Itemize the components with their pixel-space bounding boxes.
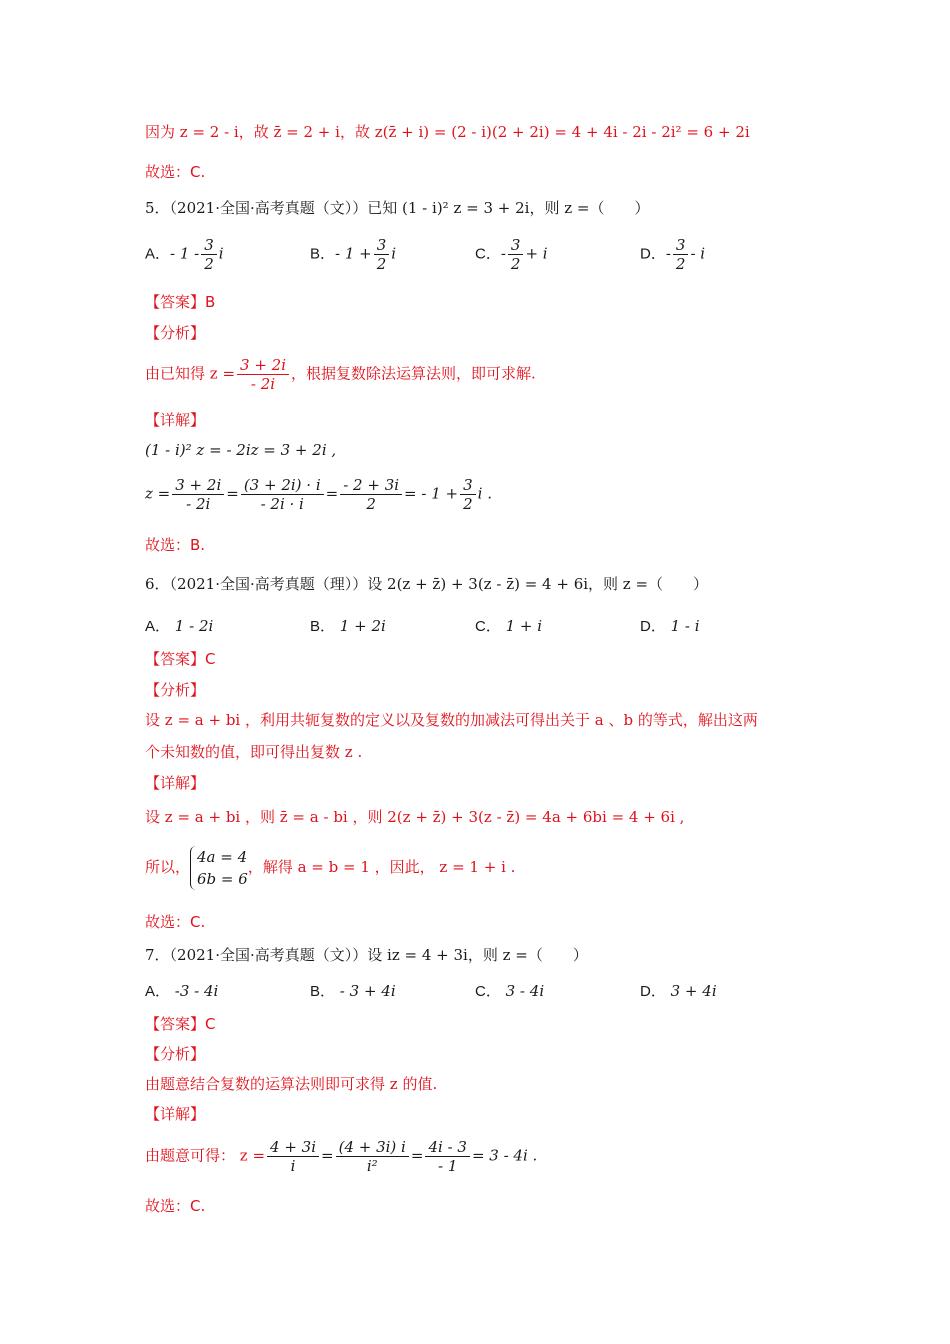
q4-choice: 故选：C. [145, 163, 206, 181]
q6-option-c: C． 1 + i [475, 617, 543, 635]
q6-choice: 故选：C. [145, 913, 206, 931]
q5-answer: 【答案】B [145, 293, 216, 311]
q6-detail-tag: 【详解】 [145, 774, 206, 792]
q5-option-a: A．- 1 - $\frac{3}{2}$ i [145, 236, 224, 273]
q5-stem: 5．（2021·全国·高考真题（文））已知 (1 - i)² z = 3 + 2i，则 z =（ ） [145, 199, 650, 217]
q5-detail-tag: 【详解】 [145, 411, 206, 429]
q7-option-a: A． -3 - 4i [145, 982, 219, 1000]
q7-choice: 故选：C. [145, 1197, 206, 1215]
q6-option-b: B． 1 + 2i [310, 617, 386, 635]
q7-answer: 【答案】C [145, 1015, 216, 1033]
q5-option-b: B．- 1 + $\frac{3}{2}$ i [310, 236, 397, 273]
q7-option-d: D． 3 + 4i [640, 982, 717, 1000]
q7-option-b: B． - 3 + 4i [310, 982, 396, 1000]
q6-stem: 6．（2021·全国·高考真题（理））设 2(z + z̄) + 3(z - z̄) = 4 + 6i，则 z =（ ） [145, 575, 709, 593]
q5-choice: 故选：B. [145, 536, 206, 554]
q5-option-c: C．- $\frac{3}{2}$ + i [475, 236, 548, 273]
q5-analysis: 由已知得 z = $\frac{3 + 2i}{- 2i}$ ，根据复数除法运算法则，即可求解. [145, 356, 536, 393]
q7-stem: 7．（2021·全国·高考真题（文））设 iz = 4 + 3i，则 z =（ ） [145, 946, 588, 964]
q7-detail: 由题意可得： z = $\frac{4 + 3i}{i}$ = $\frac{(4 + 3i) i}{\text{i²}}$ = $\frac{4i - 3}{- 1}$ = 3 - 4i . [145, 1138, 538, 1175]
q7-option-c: C． 3 - 4i [475, 982, 545, 1000]
q6-analysis-tag: 【分析】 [145, 681, 206, 699]
q6-option-a: A． 1 - 2i [145, 617, 214, 635]
q7-analysis-line1: 由题意结合复数的运算法则即可求得 z 的值. [145, 1075, 438, 1093]
q7-detail-tag: 【详解】 [145, 1105, 206, 1123]
q5-detail-line2: z = $\frac{3 + 2i}{- 2i}$ = $\frac{(3 + 2i) \cdot i}{- 2i \cdot i}$ = $\frac{- 2 + 3i}{2}$ = - 1 + $\frac{3}{2}$ i . [145, 476, 492, 513]
q7-analysis-tag: 【分析】 [145, 1045, 206, 1063]
q6-option-d: D． 1 - i [640, 617, 700, 635]
q6-detail-system: 所以， 4a = 4 6b = 6 ，解得 a = b = 1 ，因此， z = 1 + i . [145, 848, 516, 888]
q5-option-d: D．- $\frac{3}{2}$ - i [640, 236, 706, 273]
q4-solution-line: 因为 z = 2 - i，故 z̄ = 2 + i，故 z(z̄ + i) = (2 - i)(2 + 2i) = 4 + 4i - 2i - 2i² = 6 + 2i [145, 123, 750, 141]
q6-detail-line1: 设 z = a + bi ，则 z̄ = a - bi ，则 2(z + z̄) + 3(z - z̄) = 4a + 6bi = 4 + 6i , [145, 808, 685, 826]
q5-detail-line1: (1 - i)² z = - 2iz = 3 + 2i , [145, 441, 337, 459]
q6-answer: 【答案】C [145, 650, 216, 668]
q6-analysis-line1: 设 z = a + bi ，利用共轭复数的定义以及复数的加减法可得出关于 a 、b 的等式，解出这两 [145, 711, 758, 729]
q6-analysis-line2: 个未知数的值，即可得出复数 z . [145, 743, 363, 761]
q5-analysis-tag: 【分析】 [145, 324, 206, 342]
